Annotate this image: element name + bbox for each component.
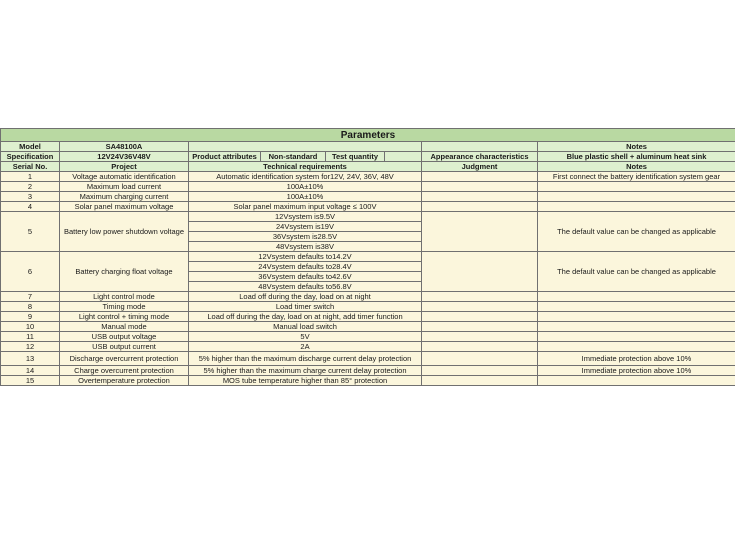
judgment-cell: [422, 292, 538, 302]
table-row: [1, 202, 735, 212]
serial-cell: 5: [1, 212, 60, 252]
spec-label: Specification: [1, 152, 60, 162]
serial-cell: 7: [1, 292, 60, 302]
table-title: Parameters: [1, 129, 735, 142]
serial-cell: 10: [1, 322, 60, 332]
requirement-cell: 100A±10%: [189, 182, 422, 192]
test-quantity: Test quantity: [326, 152, 385, 162]
notes-header: Notes: [538, 162, 735, 172]
judgment-cell: [422, 172, 538, 182]
project-cell: Light control + timing mode: [60, 312, 189, 322]
requirement-cell: 48Vsystem defaults to56.8V: [189, 282, 422, 292]
judgment-header: Judgment: [422, 162, 538, 172]
spec-blank: [385, 152, 422, 162]
model-label: Model: [1, 142, 60, 152]
table-row: [1, 192, 735, 202]
requirement-cell: MOS tube temperature higher than 85° protection: [189, 376, 422, 386]
requirement-cell: Load off during the day, load on at night: [189, 292, 422, 302]
table-row: [1, 332, 735, 342]
table-row: [1, 376, 735, 386]
judgment-cell: [422, 192, 538, 202]
project-cell: USB output current: [60, 342, 189, 352]
notes-cell: [538, 312, 735, 322]
table-row: [1, 212, 735, 222]
requirement-cell: 36Vsystem is28.5V: [189, 232, 422, 242]
appearance-label: Appearance characteristics: [422, 152, 538, 162]
serial-cell: 8: [1, 302, 60, 312]
requirement-cell: 48Vsystem is38V: [189, 242, 422, 252]
appearance-value: Blue plastic shell + aluminum heat sink: [538, 152, 735, 162]
notes-cell: The default value can be changed as applicable: [538, 212, 735, 252]
notes-cell: [538, 182, 735, 192]
notes-cell: [538, 202, 735, 212]
requirements-header: Technical requirements: [189, 162, 422, 172]
requirement-cell: Solar panel maximum input voltage ≤ 100V: [189, 202, 422, 212]
project-cell: Manual mode: [60, 322, 189, 332]
model-notes-label: Notes: [538, 142, 735, 152]
serial-cell: 15: [1, 376, 60, 386]
judgment-cell: [422, 376, 538, 386]
notes-cell: [538, 376, 735, 386]
judgment-cell: [422, 302, 538, 312]
project-cell: USB output voltage: [60, 332, 189, 342]
requirement-cell: Load timer switch: [189, 302, 422, 312]
table-row: [1, 292, 735, 302]
serial-cell: 12: [1, 342, 60, 352]
judgment-cell: [422, 202, 538, 212]
requirement-cell: Automatic identification system for12V, 24V, 36V, 48V: [189, 172, 422, 182]
spec-value: 12V24V36V48V: [60, 152, 189, 162]
requirement-cell: 24Vsystem is19V: [189, 222, 422, 232]
judgment-cell: [422, 322, 538, 332]
table-row: [1, 366, 735, 376]
non-standard: Non-standard: [261, 152, 326, 162]
notes-cell: The default value can be changed as applicable: [538, 252, 735, 292]
serial-cell: 1: [1, 172, 60, 182]
project-cell: Solar panel maximum voltage: [60, 202, 189, 212]
notes-cell: [538, 322, 735, 332]
judgment-cell: [422, 366, 538, 376]
table-row: [1, 342, 735, 352]
judgment-cell: [422, 342, 538, 352]
notes-cell: [538, 332, 735, 342]
notes-cell: Immediate protection above 10%: [538, 352, 735, 366]
requirement-cell: 12Vsystem is9.5V: [189, 212, 422, 222]
requirement-cell: Manual load switch: [189, 322, 422, 332]
table-row: [1, 322, 735, 332]
serial-cell: 4: [1, 202, 60, 212]
project-cell: Timing mode: [60, 302, 189, 312]
notes-cell: [538, 302, 735, 312]
requirement-cell: 2A: [189, 342, 422, 352]
table-row: [1, 352, 735, 366]
project-header: Project: [60, 162, 189, 172]
judgment-cell: [422, 312, 538, 322]
serial-cell: 11: [1, 332, 60, 342]
judgment-cell: [422, 212, 538, 252]
notes-cell: [538, 192, 735, 202]
serial-cell: 2: [1, 182, 60, 192]
serial-cell: 3: [1, 192, 60, 202]
table-row: [1, 312, 735, 322]
parameters-table: [0, 128, 735, 386]
requirement-cell: 36Vsystem defaults to42.6V: [189, 272, 422, 282]
table-row: [1, 252, 735, 262]
notes-cell: Immediate protection above 10%: [538, 366, 735, 376]
requirement-cell: 5V: [189, 332, 422, 342]
model-blank: [189, 142, 422, 152]
serial-cell: 13: [1, 352, 60, 366]
notes-cell: First connect the battery identification system gear: [538, 172, 735, 182]
project-cell: Voltage automatic identification: [60, 172, 189, 182]
project-cell: Battery charging float voltage: [60, 252, 189, 292]
requirement-cell: 100A±10%: [189, 192, 422, 202]
project-cell: Discharge overcurrent protection: [60, 352, 189, 366]
requirement-cell: 5% higher than the maximum charge current delay protection: [189, 366, 422, 376]
project-cell: Battery low power shutdown voltage: [60, 212, 189, 252]
model-value: SA48100A: [60, 142, 189, 152]
table-row: [1, 172, 735, 182]
table-row: [1, 302, 735, 312]
model-blank-2: [422, 142, 538, 152]
judgment-cell: [422, 182, 538, 192]
judgment-cell: [422, 332, 538, 342]
notes-cell: [538, 292, 735, 302]
project-cell: Maximum load current: [60, 182, 189, 192]
project-cell: Charge overcurrent protection: [60, 366, 189, 376]
requirement-cell: Load off during the day, load on at night, add timer function: [189, 312, 422, 322]
requirement-cell: 12Vsystem defaults to14.2V: [189, 252, 422, 262]
judgment-cell: [422, 352, 538, 366]
product-attributes: Product attributes: [189, 152, 261, 162]
notes-cell: [538, 342, 735, 352]
requirement-cell: 5% higher than the maximum discharge current delay protection: [189, 352, 422, 366]
serial-header: Serial No.: [1, 162, 60, 172]
project-cell: Light control mode: [60, 292, 189, 302]
project-cell: Overtemperature protection: [60, 376, 189, 386]
requirement-cell: 24Vsystem defaults to28.4V: [189, 262, 422, 272]
judgment-cell: [422, 252, 538, 292]
serial-cell: 14: [1, 366, 60, 376]
serial-cell: 9: [1, 312, 60, 322]
serial-cell: 6: [1, 252, 60, 292]
project-cell: Maximum charging current: [60, 192, 189, 202]
table-row: [1, 182, 735, 192]
